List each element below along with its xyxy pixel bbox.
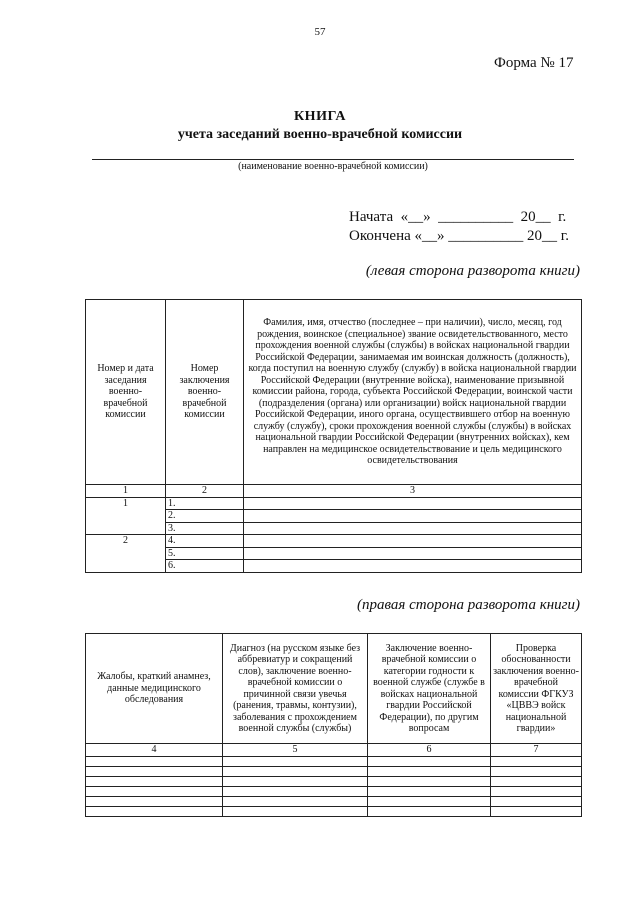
table-cell <box>244 497 582 510</box>
table-cell <box>368 776 491 786</box>
table-cell <box>244 535 582 548</box>
dates-block <box>349 208 569 246</box>
conclusion-number: 1. <box>166 497 244 510</box>
table-row <box>86 766 582 776</box>
table-cell <box>491 786 582 796</box>
table-cell <box>368 796 491 806</box>
conclusion-number: 5. <box>166 547 244 560</box>
conclusion-number: 2. <box>166 510 244 523</box>
table-row <box>86 806 582 816</box>
header-conclusion-number: Номер заключения военно-врачебной комиссии <box>166 300 244 485</box>
left-table <box>85 299 582 573</box>
table-cell <box>491 766 582 776</box>
form-label: Форма № 17 <box>494 55 574 71</box>
column-number: 4 <box>86 744 223 757</box>
table-cell <box>368 756 491 766</box>
conclusion-number: 3. <box>166 522 244 535</box>
table-row <box>86 786 582 796</box>
table-cell <box>368 786 491 796</box>
left-table-header <box>86 300 582 485</box>
table-cell <box>86 786 223 796</box>
table-cell <box>223 766 368 776</box>
column-number: 3 <box>244 485 582 498</box>
table-cell <box>223 756 368 766</box>
document-title: КНИГА <box>294 109 346 124</box>
header-fitness-category: Заключение военно-врачебной комиссии о категории годности к военной службе (службе в войсках национальной гвардии Российской Федерации), по другим вопросам <box>368 634 491 744</box>
page-number: 57 <box>314 26 326 38</box>
session-number: 1 <box>86 497 166 535</box>
table-row <box>86 776 582 786</box>
table-cell <box>368 806 491 816</box>
right-table <box>85 633 582 817</box>
header-person-details: Фамилия, имя, отчество (последнее – при наличии), число, месяц, год рождения, воинское (специальное) звание освидетельствованного, место прохождения военной службы (службы) в войсках национальной гвардии Российской Федерации, занимаемая им воинская должность (должность), когда поступил на военную службу (службу) в войска национальной гвардии Российской Федерации (внутренние войска), наименование призывной комиссии района, города, субъекта Российской Федерации, воинской части (подразделения (органа) или организации) войск национальной гвардии Российской Федерации, иного органа, осуществившего отбор на военную службу (службу), сроки прохождения военной службы (службы) в войсках национальной гвардии Российской Федерации (внутренних войсках), кем направлен на медицинское освидетельствование и цель медицинского освидетельствования <box>244 300 582 485</box>
table-row <box>86 535 582 548</box>
table-cell <box>244 547 582 560</box>
table-cell <box>86 756 223 766</box>
table-cell <box>86 766 223 776</box>
table-row <box>86 796 582 806</box>
table-cell <box>223 786 368 796</box>
table-cell <box>244 560 582 573</box>
table-cell <box>491 756 582 766</box>
table-cell <box>491 806 582 816</box>
table-cell <box>491 776 582 786</box>
table-row <box>86 497 582 510</box>
header-diagnosis: Диагноз (на русском языке без аббревиатур и сокращений слов), заключение военно-врачебной комиссии о причинной связи увечья (ранения, травмы, контузии), заболевания с прохождением военной службы (службы) <box>223 634 368 744</box>
session-number: 2 <box>86 535 166 573</box>
column-number: 5 <box>223 744 368 757</box>
document-subtitle: учета заседаний военно-врачебной комиссии <box>177 127 463 142</box>
column-number: 2 <box>166 485 244 498</box>
column-number: 1 <box>86 485 166 498</box>
header-session: Номер и дата заседания военно-врачебной комиссии <box>86 300 166 485</box>
right-table-column-numbers <box>86 744 582 757</box>
commission-name-line <box>92 159 574 160</box>
header-verification: Проверка обоснованности заключения военно-врачебной комиссии ФГКУЗ «ЦВВЭ войск национальной гвардии» <box>491 634 582 744</box>
left-table-column-numbers <box>86 485 582 498</box>
table-cell <box>491 796 582 806</box>
table-cell <box>368 766 491 776</box>
table-cell <box>223 796 368 806</box>
table-cell <box>86 796 223 806</box>
column-number: 7 <box>491 744 582 757</box>
table-cell <box>244 510 582 523</box>
table-cell <box>86 806 223 816</box>
conclusion-number: 6. <box>166 560 244 573</box>
date-ended: Окончена «__» __________ 20__ г. <box>349 228 569 244</box>
date-started: Начата «__» __________ 20__ г. <box>349 209 567 225</box>
commission-name-caption: (наименование военно-врачебной комиссии) <box>238 161 428 172</box>
conclusion-number: 4. <box>166 535 244 548</box>
table-cell <box>86 776 223 786</box>
table-cell <box>223 806 368 816</box>
table-row <box>86 756 582 766</box>
header-complaints: Жалобы, краткий анамнез, данные медицинского обследования <box>86 634 223 744</box>
right-side-label: (правая сторона разворота книги) <box>356 597 580 613</box>
table-cell <box>244 522 582 535</box>
right-table-header <box>86 634 582 744</box>
table-cell <box>223 776 368 786</box>
column-number: 6 <box>368 744 491 757</box>
left-side-label: (левая сторона разворота книги) <box>365 263 580 279</box>
